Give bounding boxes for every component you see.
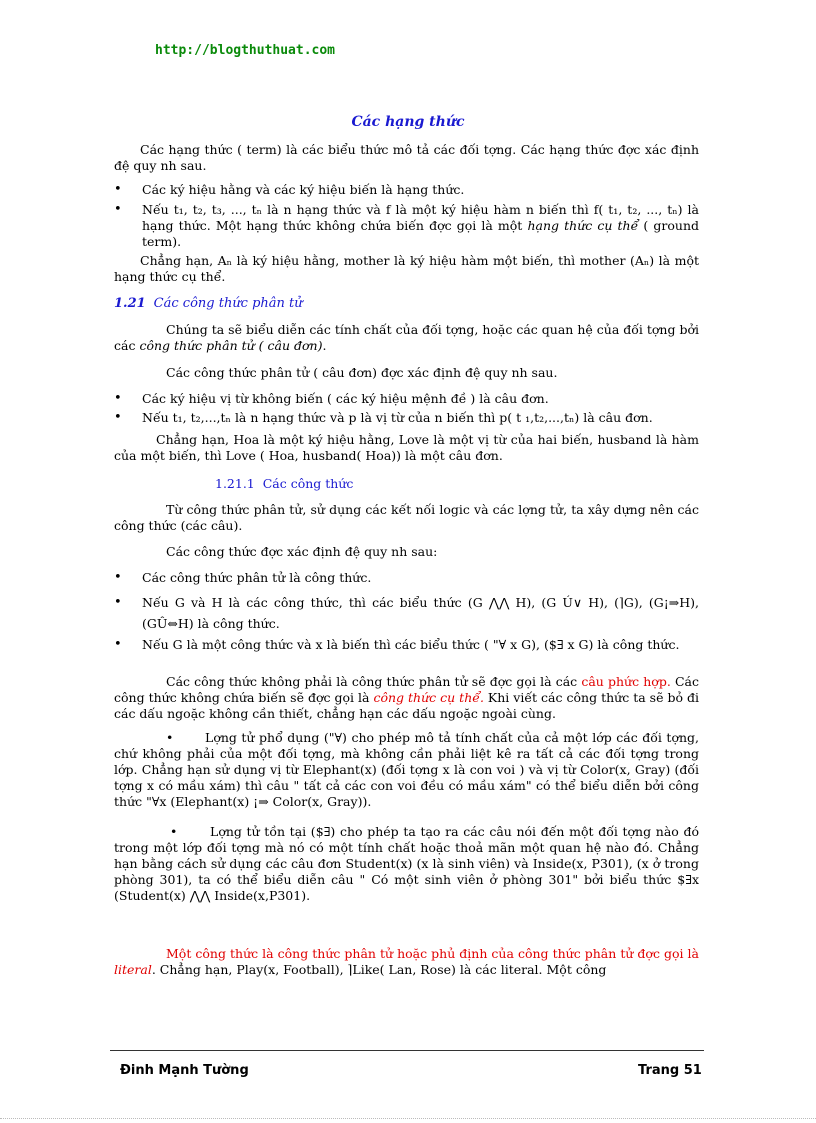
- bullet-text: Các ký hiệu vị từ không biến ( các ký hiệu mệnh đề ) là câu đơn.: [142, 391, 549, 406]
- footer-author: Đinh Mạnh Tường: [120, 1063, 249, 1078]
- bullet-item: [114, 391, 699, 407]
- bullet-text: Nếu G và H là các công thức, thì các biểu thức (G ⋀⋀ H), (G Ú∨ H), (⌉G), (G¡⇒H), (GÛ⇔H) là công thức.: [142, 595, 699, 631]
- bullet-icon: •: [114, 595, 122, 610]
- bullet-item: [114, 182, 699, 198]
- paragraph: Chúng ta sẽ biểu diễn các tính chất của đối tợng, hoặc các quan hệ của đối tợng bởi các công thức phân tử ( câu đơn).: [114, 322, 699, 353]
- bullet-item: [114, 637, 699, 653]
- bullet-text: Các ký hiệu hằng và các ký hiệu biến là hạng thức.: [142, 182, 465, 197]
- bullet-icon: •: [166, 730, 174, 745]
- bullet-item: [114, 202, 699, 250]
- bullet-text: Nếu t₁, t₂,...,tₙ là n hạng thức và p là vị từ của n biến thì p( t ₁,t₂,...,tₙ) là câu đơn.: [142, 410, 653, 425]
- paragraph: Các công thức phân tử ( câu đơn) đợc xác định đệ quy nh sau.: [166, 365, 558, 380]
- bullet-icon: •: [170, 824, 178, 839]
- paragraph: • Lợng tử tồn tại ($∃) cho phép ta tạo ra các câu nói đến một đối tợng nào đó trong một lớp đối tợng mà nó có một tính chất hoặc thoả mãn một quan hệ nào đó. Chẳng hạn bằng cách sử dụng các câu đơn Student(x) (x là sinh viên) và Inside(x, P301), (x ở trong phòng 301), ta có thể biểu diễn câu " Có một sinh viên ở phòng 301" bởi biểu thức $∃x (Student(x) ⋀⋀ Inside(x,P301).: [114, 824, 699, 903]
- bullet-icon: •: [114, 570, 122, 585]
- page-title: Các hạng thức: [351, 114, 465, 130]
- bullet-icon: •: [114, 637, 122, 652]
- bullet-icon: •: [114, 391, 122, 406]
- paragraph: • Lợng tử phổ dụng ("∀) cho phép mô tả tính chất của cả một lớp các đối tợng, chứ không phải của một đối tợng, mà không cần phải liệt kê ra tất cả các đối tợng trong lớp. Chẳng hạn sử dụng vị từ Elephant(x) (đối tợng x là con voi ) và vị từ Color(x, Gray) (đối tợng x có mầu xám) thì câu " tất cả các con voi đều có mầu xám" có thể biểu diễn bởi công thức "∀x (Elephant(x) ¡⇒ Color(x, Gray)).: [114, 730, 699, 809]
- subsection-heading: 1.21.1 Các công thức: [215, 476, 354, 491]
- bullet-icon: •: [114, 202, 122, 217]
- paragraph: Các công thức đợc xác định đệ quy nh sau:: [166, 544, 438, 559]
- bullet-icon: •: [114, 410, 122, 425]
- bullet-item: [114, 410, 699, 426]
- bullet-text: Nếu G là một công thức và x là biến thì các biểu thức ( "∀ x G), ($∃ x G) là công thức.: [142, 637, 680, 652]
- paragraph: Các hạng thức ( term) là các biểu thức mô tả các đối tợng. Các hạng thức đợc xác định đệ quy nh sau.: [114, 142, 699, 173]
- paragraph: Một công thức là công thức phân tử hoặc phủ định của công thức phân tử đợc gọi là literal. Chẳng hạn, Play(x, Football), ⌉Like( Lan, Rose) là các literal. Một công: [114, 946, 699, 977]
- bullet-text: Nếu t₁, t₂, t₃, ..., tₙ là n hạng thức và f là một ký hiệu hàm n biến thì f( t₁, t₂, ..., tₙ) là hạng thức. Một hạng thức không chứa biến đợc gọi là một hạng thức cụ thể ( ground term).: [142, 202, 700, 249]
- paragraph: Chẳng hạn, Hoa là một ký hiệu hằng, Love là một vị từ của hai biến, husband là hàm của một biến, thì Love ( Hoa, husband( Hoa)) là một câu đơn.: [114, 432, 699, 463]
- page-edge: [0, 1118, 816, 1119]
- bullet-icon: •: [114, 182, 122, 197]
- bullet-item: [114, 592, 699, 634]
- bullet-item: [114, 570, 699, 586]
- section-heading: 1.21 Các công thức phân tử: [114, 296, 303, 311]
- paragraph: Chẳng hạn, Aₙ là ký hiệu hằng, mother là ký hiệu hàm một biến, thì mother (Aₙ) là một hạng thức cụ thể.: [114, 253, 699, 284]
- paragraph: Từ công thức phân tử, sử dụng các kết nối logic và các lợng tử, ta xây dựng nên các công thức (các câu).: [114, 502, 699, 533]
- footer-page-number: Trang 51: [638, 1063, 702, 1078]
- header-link[interactable]: http://blogthuthuat.com: [155, 43, 336, 58]
- paragraph: Các công thức không phải là công thức phân tử sẽ đợc gọi là các câu phức hợp. Các công thức không chứa biến sẽ đợc gọi là công thức cụ thể. Khi viết các công thức ta sẽ bỏ đi các dấu ngoặc không cần thiết, chẳng hạn các dấu ngoặc ngoài cùng.: [114, 674, 699, 721]
- bullet-text: Các công thức phân tử là công thức.: [142, 570, 372, 585]
- footer-rule: [110, 1050, 704, 1051]
